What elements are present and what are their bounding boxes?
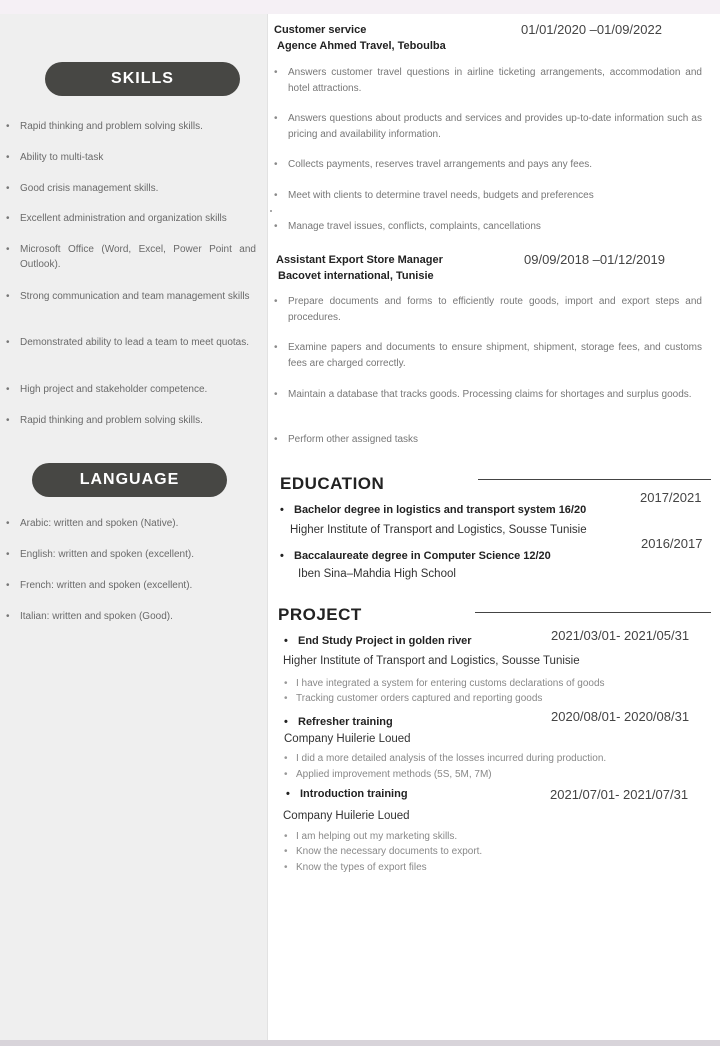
- skill-item: • Demonstrated ability to lead a team to meet quotas.: [6, 335, 256, 350]
- education-school: Iben Sina–Mahdia High School: [298, 568, 456, 580]
- sidebar: [0, 14, 268, 1040]
- skill-item: • Good crisis management skills.: [6, 181, 256, 196]
- skill-item: • Excellent administration and organization skills: [6, 211, 256, 226]
- education-rule: [478, 479, 711, 480]
- job-bullet: • Collects payments, reserves travel arrangements and pays any fees.: [274, 157, 702, 173]
- job-bullet: • Answers questions about products and services and provides up-to-date information such as pricing and availability information.: [274, 111, 702, 143]
- skill-item: • Strong communication and team management skills: [6, 289, 256, 304]
- project-org: Company Huilerie Loued: [284, 733, 411, 745]
- language-item: • French: written and spoken (excellent).: [6, 578, 256, 593]
- main-content: [270, 14, 720, 1040]
- skill-item: • Rapid thinking and problem solving skills.: [6, 413, 256, 428]
- project-dates: 2021/03/01- 2021/05/31: [551, 628, 690, 643]
- education-heading: EDUCATION: [280, 474, 385, 493]
- language-item: • English: written and spoken (excellent).: [6, 547, 256, 562]
- project-bullet: • Know the types of export files: [284, 860, 427, 875]
- job-bullet: • Manage travel issues, conflicts, complaints, cancellations: [274, 219, 702, 235]
- job-company: Bacovet international, Tunisie: [278, 270, 434, 282]
- project-dates: 2021/07/01- 2021/07/31: [550, 787, 689, 802]
- language-item: • Italian: written and spoken (Good).: [6, 609, 256, 624]
- project-bullet: • I am helping out my marketing skills.: [284, 829, 457, 844]
- job-company: Agence Ahmed Travel, Teboulba: [277, 40, 446, 52]
- job-bullet: • Prepare documents and forms to efficiently route goods, import and export steps and procedures.: [274, 294, 702, 326]
- job-bullet: • Perform other assigned tasks: [274, 432, 702, 448]
- job-dates: 09/09/2018 –01/12/2019: [524, 252, 665, 267]
- project-title: • Introduction training: [286, 788, 408, 800]
- project-bullet: • Applied improvement methods (5S, 5M, 7M): [284, 767, 492, 782]
- job-bullet: • Meet with clients to determine travel needs, budgets and preferences: [274, 188, 702, 204]
- education-year: 2016/2017: [641, 536, 703, 551]
- language-item: • Arabic: written and spoken (Native).: [6, 516, 256, 531]
- job-bullet: • Examine papers and documents to ensure shipment, shipment, storage fees, and customs fees are charged correctly.: [274, 340, 702, 372]
- language-heading: LANGUAGE: [32, 463, 227, 497]
- project-bullet: • I did a more detailed analysis of the losses incurred during production.: [284, 751, 606, 766]
- project-rule: [475, 612, 711, 613]
- job-bullet: • Answers customer travel questions in airline ticketing arrangements, accommodation and hotel attractions.: [274, 65, 702, 97]
- project-bullet: • I have integrated a system for entering customs declarations of goods: [284, 676, 605, 691]
- project-org: Higher Institute of Transport and Logistics, Sousse Tunisie: [283, 655, 580, 667]
- bottom-border: [0, 1040, 720, 1046]
- skill-item: • Microsoft Office (Word, Excel, Power Point and Outlook).: [6, 242, 256, 272]
- skill-item: • Rapid thinking and problem solving skills.: [6, 119, 256, 134]
- project-dates: 2020/08/01- 2020/08/31: [551, 709, 690, 724]
- education-degree: • Baccalaureate degree in Computer Science 12/20: [280, 550, 551, 562]
- skills-heading: SKILLS: [45, 62, 240, 96]
- job-bullet: • Maintain a database that tracks goods. Processing claims for shortages and surplus goods.: [274, 387, 702, 403]
- job-title: Assistant Export Store Manager: [276, 254, 443, 266]
- project-title: • Refresher training: [284, 716, 393, 728]
- project-org: Company Huilerie Loued: [283, 810, 410, 822]
- education-degree: • Bachelor degree in logistics and transport system 16/20: [280, 504, 586, 516]
- skill-item: • Ability to multi-task: [6, 150, 256, 165]
- project-bullet: • Know the necessary documents to export.: [284, 844, 482, 859]
- skill-item: • High project and stakeholder competence.: [6, 382, 256, 397]
- education-year: 2017/2021: [640, 490, 702, 505]
- job-title: Customer service: [274, 24, 367, 36]
- education-school: Higher Institute of Transport and Logistics, Sousse Tunisie: [290, 524, 587, 536]
- job-dates: 01/01/2020 –01/09/2022: [521, 22, 662, 37]
- project-heading: PROJECT: [278, 605, 362, 624]
- project-title: • End Study Project in golden river: [284, 635, 472, 647]
- project-bullet: • Tracking customer orders captured and reporting goods: [284, 691, 542, 706]
- top-border: [0, 0, 720, 14]
